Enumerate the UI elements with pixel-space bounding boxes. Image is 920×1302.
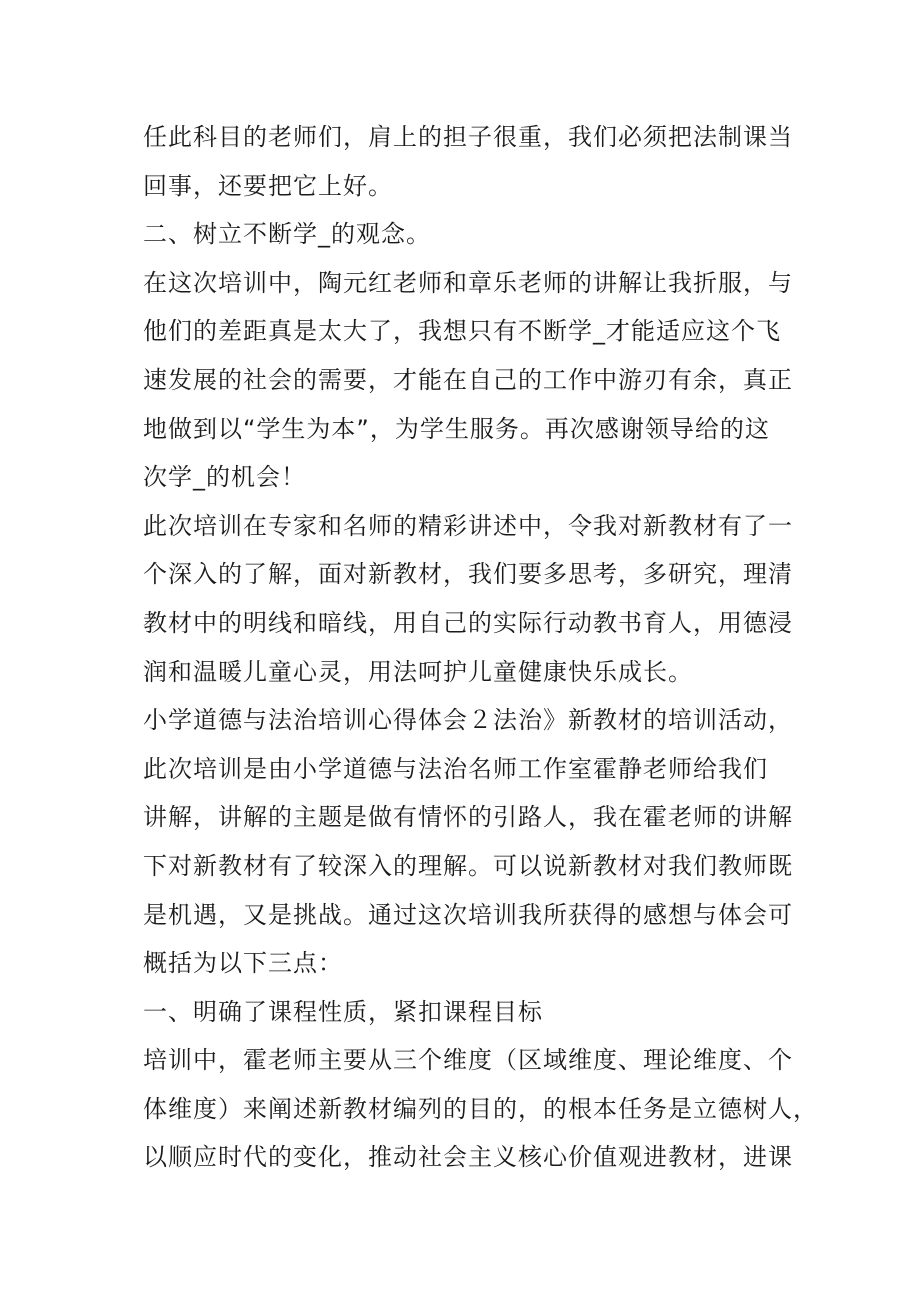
text-line: 速发展的社会的需要，才能在自己的工作中游刃有余，真正 <box>143 365 793 394</box>
text-line: 他们的差距真是太大了，我想只有不断学_才能适应这个飞 <box>143 317 781 346</box>
body-text <box>143 113 818 1182</box>
text-line: 次学_的机会！ <box>143 463 306 492</box>
text-line: 是机遇，又是挑战。通过这次培训我所获得的感想与体会可 <box>143 900 793 929</box>
text-line: 讲解，讲解的主题是做有情怀的引路人，我在霍老师的讲解 <box>143 803 793 832</box>
text-line: 下对新教材有了较深入的理解。可以说新教材对我们教师既 <box>143 851 793 880</box>
text-line: 此次培训在专家和名师的精彩讲述中，令我对新教材有了一 <box>143 511 793 540</box>
text-line: 体维度）来阐述新教材编列的目的，的根本任务是立德树人， <box>143 1094 818 1123</box>
text-line: 教材中的明线和暗线，用自己的实际行动教书育人，用德浸 <box>143 608 793 637</box>
text-line: 个深入的了解，面对新教材，我们要多思考，多研究，理清 <box>143 560 793 589</box>
section-heading: 一、明确了课程性质，紧扣课程目标 <box>143 997 543 1026</box>
text-line: 小学道德与法治培训心得体会２法治》新教材的培训活动， <box>143 706 793 735</box>
text-line: 概括为以下三点： <box>143 949 343 978</box>
text-line: 润和温暖儿童心灵，用法呵护儿童健康快乐成长。 <box>143 657 693 686</box>
text-line: 在这次培训中，陶元红老师和章乐老师的讲解让我折服，与 <box>143 268 793 297</box>
section-heading: 二、树立不断学_的观念。 <box>143 220 431 249</box>
text-line: 任此科目的老师们，肩上的担子很重，我们必须把法制课当 <box>143 123 793 151</box>
text-line: 培训中，霍老师主要从三个维度（区域维度、理论维度、个 <box>143 1046 793 1075</box>
text-line: 以顺应时代的变化，推动社会主义核心价值观进教材，进课 <box>143 1143 793 1172</box>
text-line: 回事，还要把它上好。 <box>143 171 393 200</box>
text-line: 此次培训是由小学道德与法治名师工作室霍静老师给我们 <box>143 754 768 783</box>
text-line: 地做到以“学生为本”，为学生服务。再次感谢领导给的这 <box>143 414 770 443</box>
